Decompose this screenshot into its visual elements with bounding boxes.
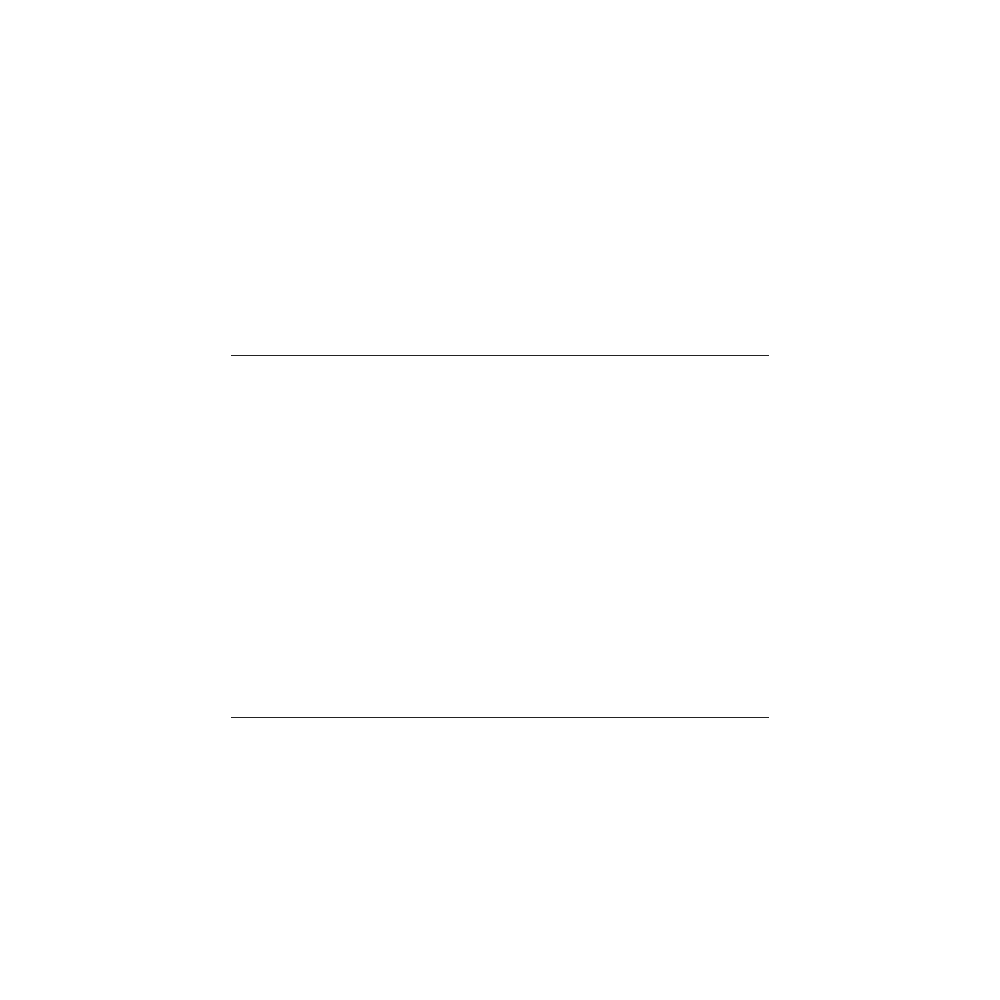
toc-chapter-3 — [231, 355, 769, 356]
toc-chapter-4 — [231, 717, 769, 718]
